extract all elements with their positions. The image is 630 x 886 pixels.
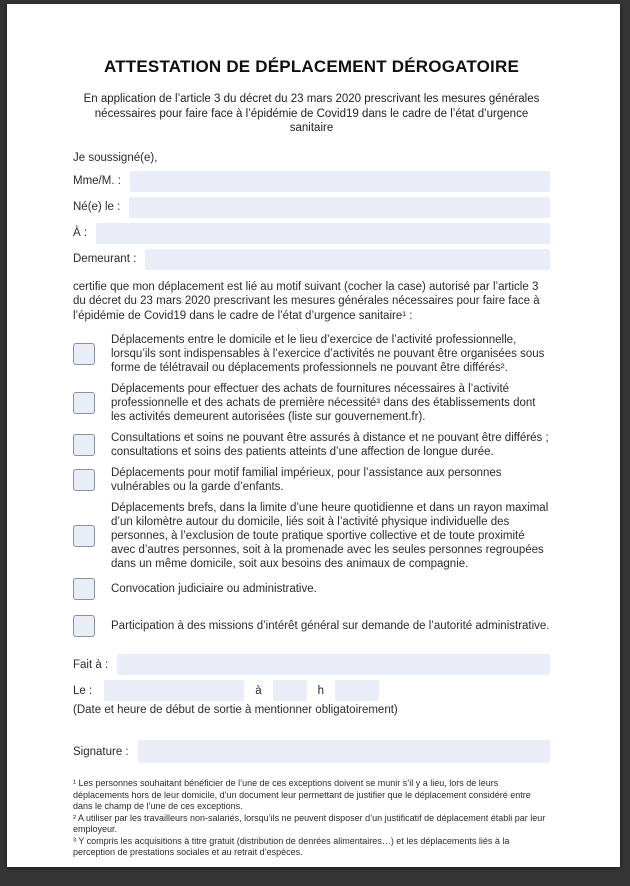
reason-5-checkbox[interactable]	[73, 525, 95, 547]
birth-date-field[interactable]	[129, 197, 550, 218]
fait-a-label: Fait à :	[73, 658, 109, 671]
footnote-1: ¹ Les personnes souhaitant bénéficier de l’une de ces exceptions doivent se munir s’il y a lieu, lors de leurs déplacements hors de leur domicile, d’un document leur permettant de justifier que le déplacement considéré entre dans le champ de l’une de ces exceptions.	[73, 778, 531, 811]
le-label: Le :	[73, 684, 93, 697]
address-row	[73, 248, 550, 271]
birth-date-label: Né(e) le :	[73, 201, 121, 213]
birth-place-row	[73, 222, 550, 245]
birth-place-field[interactable]	[96, 223, 550, 244]
document-page	[7, 4, 620, 867]
identity-section	[73, 170, 550, 271]
footnote-3: ³ Y compris les acquisitions à titre gratuit (distribution de denrées alimentaires…) et les déplacements liés à la perception de prestations sociales et au retrait d’espèces.	[73, 835, 510, 857]
document-content	[7, 4, 620, 859]
address-field[interactable]	[145, 249, 550, 270]
minute-field[interactable]	[335, 680, 379, 701]
fait-a-row	[73, 653, 550, 676]
intro-text: Je soussigné(e),	[73, 151, 158, 164]
reason-3-checkbox[interactable]	[73, 434, 95, 456]
reason-6-label: Convocation judiciaire ou administrative.	[111, 583, 317, 595]
reason-item-2	[73, 382, 550, 424]
signature-field[interactable]	[138, 740, 550, 763]
hour-field[interactable]	[273, 680, 307, 701]
reason-item-7	[73, 615, 550, 637]
certify-text: certifie que mon déplacement est lié au motif suivant (cocher la case) autorisé par l’article 3 du décret du 23 mars 2020 prescrivant les mesures générales nécessaires pour faire face à l’épidémie de Covid19 dans le cadre de l’état d’urgence sanitaire¹ :	[73, 280, 540, 322]
date-note: (Date et heure de début de sortie à mentionner obligatoirement)	[73, 704, 398, 716]
reasons-list	[73, 333, 550, 637]
a-label: à	[255, 684, 262, 697]
h-label: h	[317, 684, 324, 697]
civility-row	[73, 170, 550, 193]
reason-7-label: Participation à des missions d’intérêt général sur demande de l’autorité administrative.	[111, 620, 550, 632]
reason-6-checkbox[interactable]	[73, 578, 95, 600]
footnotes-section	[73, 778, 550, 859]
reason-2-checkbox[interactable]	[73, 392, 95, 414]
signature-label: Signature :	[73, 745, 129, 758]
fait-a-field[interactable]	[117, 654, 550, 675]
reason-2-label: Déplacements pour effectuer des achats de fournitures nécessaires à l’activité professionnelle et des achats de première nécessité³ dans des établissements dont les activités demeurent autorisées (liste sur gouvernement.fr).	[111, 383, 536, 423]
birth-place-label: À :	[73, 227, 88, 239]
reason-1-checkbox[interactable]	[73, 343, 95, 365]
subtitle: En application de l’article 3 du décret du 23 mars 2020 prescrivant les mesures générales nécessaires pour faire face à l’épidémie de Covid19 dans le cadre de l’état d’urgence sanitaire	[83, 93, 540, 134]
footnote-2: ² A utiliser par les travailleurs non-salariés, lorsqu’ils ne peuvent disposer d’un justificatif de déplacement établi par leur employeur.	[73, 812, 546, 834]
reason-3-label: Consultations et soins ne pouvant être assurés à distance et ne pouvant être différés ; consultations et soins des patients atteints d’une affection de longue durée.	[111, 432, 549, 458]
reason-item-3	[73, 431, 550, 459]
page-title: ATTESTATION DE DÉPLACEMENT DÉROGATOIRE	[104, 57, 519, 76]
date-time-row	[73, 679, 550, 702]
signature-row	[73, 740, 550, 763]
birth-date-row	[73, 196, 550, 219]
reason-4-checkbox[interactable]	[73, 469, 95, 491]
reason-4-label: Déplacements pour motif familial impérieux, pour l’assistance aux personnes vulnérables ou la garde d’enfants.	[111, 467, 502, 493]
reason-item-5	[73, 501, 550, 571]
reason-item-6	[73, 578, 550, 600]
address-label: Demeurant :	[73, 253, 137, 265]
civility-label: Mme/M. :	[73, 175, 121, 187]
reason-7-checkbox[interactable]	[73, 615, 95, 637]
reason-item-1	[73, 333, 550, 375]
reason-1-label: Déplacements entre le domicile et le lieu d’exercice de l’activité professionnelle, lorsqu’ils sont indispensables à l’exercice d’activités ne pouvant être organisées sous forme de télétravail ou déplacements professionnels ne pouvant être différés².	[111, 334, 545, 374]
reason-item-4	[73, 466, 550, 494]
date-field[interactable]	[104, 680, 244, 701]
civility-field[interactable]	[130, 171, 550, 192]
reason-5-label: Déplacements brefs, dans la limite d’une heure quotidienne et dans un rayon maximal d’un kilomètre autour du domicile, liés soit à l’activité physique individuelle des personnes, à l’exclusion de toute pratique sportive collective et de toute proximité avec d’autres personnes, soit à la promenade avec les seules personnes regroupées dans un même domicile, soit aux besoins des animaux de compagnie.	[111, 502, 549, 570]
